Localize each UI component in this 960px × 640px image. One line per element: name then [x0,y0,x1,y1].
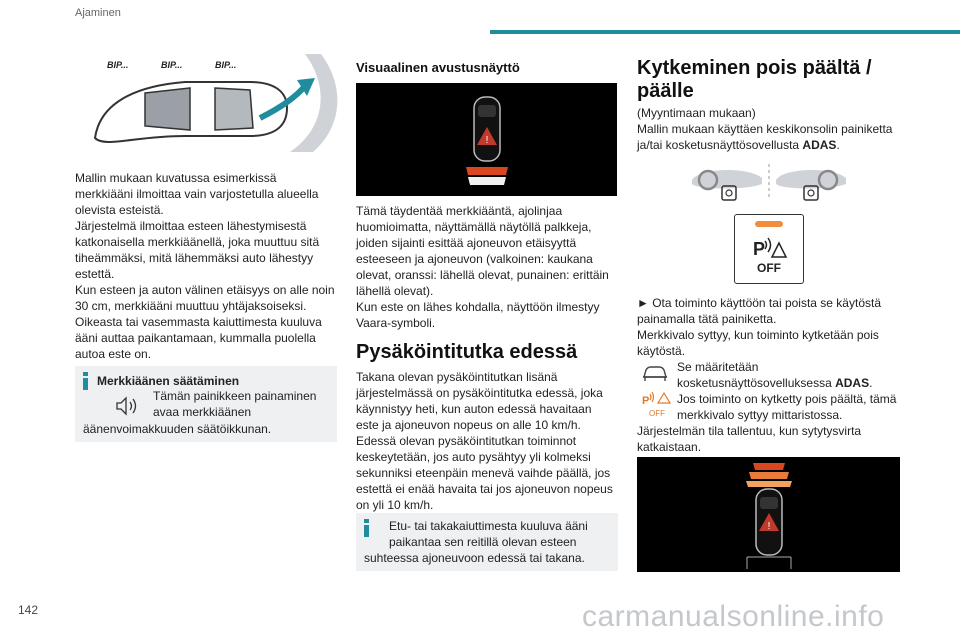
front-sensor-screen-image [637,457,900,572]
text-line: (Myyntimaan mukaan) [637,106,756,120]
text-line: suhteessa ajoneuvoon edessä tai takana. [364,551,585,565]
visual-aid-screen-image [356,83,617,196]
header-accent-bar [490,30,960,34]
text-line: ► Ota toiminto käyttöön tai poista se käytöstä [637,296,881,310]
car-sensor-illustration [75,48,345,153]
page-number: 142 [18,603,39,617]
toggle-heading: päälle [637,80,694,102]
text-line: katkonaisella merkkiäänellä, joka muuttuu sitä [75,235,320,249]
text-line: huomioimatta, näyttämällä näytöllä palkkeja, [356,220,592,234]
text-line: Mallin mukaan käyttäen keskikonsolin painiketta [637,122,893,136]
text-line: lähellä olevat). [356,284,434,298]
text-line: katkaistaan. [637,440,702,454]
text-line: olevista esteistä. [75,203,164,217]
text-line: estettä. [75,267,115,281]
text-line: 30 cm, merkkiääni muuttuu yhtäjaksoiseksi. [75,299,307,313]
text-line: autoa este on. [75,347,152,361]
text-line: Kun este on lähes kohdalla, näyttöön ilmestyy [356,300,600,314]
indicator-light [755,221,783,227]
text-line: estettä ei enää havaita tai jos ajoneuvon nopeus [356,482,613,496]
park-sensor-icon [751,235,789,263]
text-line: olevat, oranssi: lähellä olevat, punainen: erittäin [356,268,609,282]
watermark: carmanualsonline.info [582,600,885,633]
text-line: Etu- tai takakaiuttimesta kuuluva ääni [389,519,588,533]
section-header: Ajaminen [75,7,121,19]
svg-text:P: P [753,239,766,259]
text-line: este ja ajoneuvon nopeus on alle 10 km/h. [356,418,581,432]
speaker-icon [113,394,141,418]
text-line: Jos toiminto on kytketty pois päältä, tämä [677,392,897,406]
text-line: Mallin mukaan kuvatussa esimerkissä [75,171,277,185]
park-sensor-off-indicator-icon [640,390,674,418]
text-line: käynnistyy heti, kun auton edessä havaitaan [356,402,592,416]
text-line: sekunniksi eteenpäin menevä vaihde päällä, jos [356,466,611,480]
text-line: Edessä olevan pysäköintitutkan toiminnot [356,434,577,448]
bip-label: BIP... [215,60,237,70]
park-sensor-off-button[interactable] [734,214,804,284]
speaker-location-note [356,513,618,571]
text-line: paikantaa sen reitillä olevan esteen [389,535,577,549]
note-title: Merkkiäänen säätäminen [97,374,240,388]
text-line: Vaara-symboli. [356,316,436,330]
off-label: OFF [757,261,781,275]
bip-label: BIP... [161,60,183,70]
text-line: kosketusnäyttösovelluksessa ADAS. [677,376,873,390]
text-line: joiden sijainti esittää ajoneuvon etäisyyttä [356,236,577,250]
text-line: Järjestelmä ilmoittaa esteen lähestymisestä [75,219,307,233]
text-line: Tämä täydentää merkkiääntä, ajolinjaa [356,204,563,218]
text-line: ja/tai kosketusnäyttösovellusta ADAS. [637,138,840,152]
adas-steering-icons [688,160,850,204]
text-line: on yli 10 km/h. [356,498,434,512]
toggle-heading: Kytkeminen pois päältä / [637,57,872,79]
bip-label: BIP... [107,60,129,70]
text-line: keskeytetään, jos auto pysähtyy yli kolmeksi [356,450,591,464]
sound-setting-note [75,366,337,442]
text-line: ääni auttaa paikantamaan, kummalla puolella [75,331,316,345]
front-parking-sensor-heading: Pysäköintitutka edessä [356,341,578,363]
info-icon [364,519,369,537]
svg-text:P: P [642,395,650,407]
text-line: järjestelmässä on pysäköintitutka edessä, joka [356,386,603,400]
text-line: Merkkivalo syttyy, kun toiminto kytketään pois [637,328,879,342]
text-line: avaa merkkiäänen [153,405,252,419]
text-line: Takana olevan pysäköintitutkan lisänä [356,370,558,384]
svg-text:!: ! [485,135,489,146]
text-line: käytöstä. [637,344,686,358]
text-line: Kun esteen ja auton välinen etäisyys on alle noin [75,283,335,297]
text-line: Tämän painikkeen painaminen [153,389,317,403]
text-line: Se määritetään [677,360,759,374]
car-app-icon [641,362,669,386]
visual-aid-heading: Visuaalinen avustusnäyttö [356,60,520,75]
text-line: painamalla tätä painiketta. [637,312,777,326]
svg-text:!: ! [767,521,771,532]
text-line: esteeseen ja ajoneuvon (valkoinen: kaukana [356,252,593,266]
text-line: äänenvoimakkuuden säätöikkunan. [83,422,272,436]
text-line: merkkiääni ilmoittaa vain varjostetulla alueella [75,187,319,201]
text-line: tiheämmäksi, mitä lähemmäksi auto lähestyy [75,251,314,265]
text-line: Oikeasta tai vasemmasta kaiuttimesta kuuluva [75,315,322,329]
text-line: Järjestelmän tila tallentuu, kun sytytysvirta [637,424,862,438]
off-indicator-label: OFF [649,409,665,418]
info-icon [83,372,88,390]
text-line: merkkivalo syttyy mittaristossa. [677,408,843,422]
